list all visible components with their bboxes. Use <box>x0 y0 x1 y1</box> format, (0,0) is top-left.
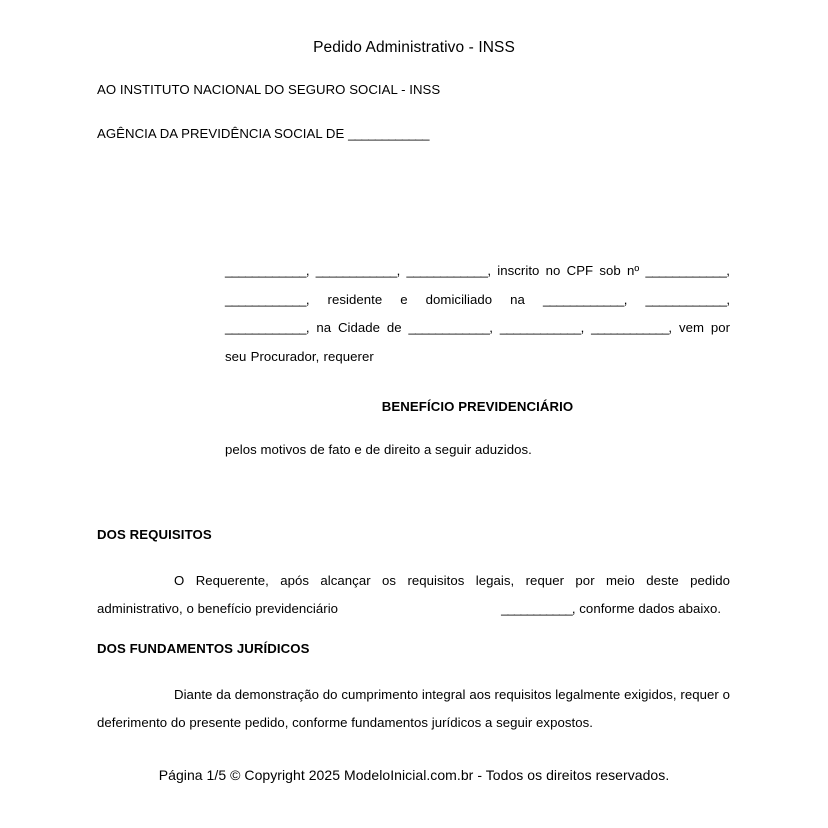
qualification-blank-marital[interactable]: ____________ <box>406 263 488 278</box>
qualification-text-residence: residente e domiciliado na <box>327 291 525 307</box>
qualification-sep-8: , <box>305 320 310 335</box>
qualification-text-cpf: inscrito no CPF sob nº <box>497 263 640 278</box>
paragraph-requisitos <box>97 567 730 623</box>
requisitos-text-before: O Requerente, após alcançar os requisitos legais, requer por meio deste pedido administrativo, o benefício previdenciário <box>97 573 730 616</box>
agency-line <box>97 125 429 143</box>
qualification-blank-rg[interactable]: ____________ <box>225 291 306 307</box>
qualification-blank-neighborhood[interactable]: ____________ <box>225 320 306 335</box>
section-heading-fundamentos: DOS FUNDAMENTOS JURÍDICOS <box>97 641 310 656</box>
qualification-sep-6: , <box>623 291 628 307</box>
requisitos-text-after: , conforme dados abaixo. <box>571 601 722 616</box>
qualification-sep-9: , <box>489 320 493 335</box>
qualification-sep-10: , <box>580 320 585 335</box>
paragraph-fundamentos: Diante da demonstração do cumprimento integral aos requisitos legalmente exigidos, requer o deferimento do presente pedido, conforme fundamentos jurídicos a seguir expostos. <box>97 687 730 730</box>
section-heading-requisitos: DOS REQUISITOS <box>97 527 212 542</box>
agency-label: AGÊNCIA DA PREVIDÊNCIA SOCIAL DE <box>97 126 345 141</box>
page-footer: Página 1/5 © Copyright 2025 ModeloInicial.com.br - Todos os direitos reservados. <box>158 767 670 783</box>
qualification-text-closing: vem por seu Procurador, requerer <box>225 320 731 364</box>
qualification-blank-state[interactable]: ____________ <box>499 320 581 335</box>
qualification-paragraph <box>225 257 730 371</box>
qualification-text-city: na Cidade de <box>316 320 402 335</box>
qualification-blank-cpf[interactable]: ____________ <box>645 263 727 278</box>
qualification-sep-5: , <box>305 291 310 307</box>
motives-line: pelos motivos de fato e de direito a seguir aduzidos. <box>225 442 532 457</box>
qualification-blank-nationality[interactable]: ____________ <box>315 263 397 278</box>
qualification-sep-3: , <box>487 263 492 278</box>
qualification-sep-1: , <box>305 263 310 278</box>
qualification-blank-city[interactable]: ____________ <box>408 320 490 335</box>
qualification-blank-name[interactable]: ____________ <box>225 263 306 278</box>
requisitos-blank-benefit[interactable]: ___________ <box>501 601 572 616</box>
qualification-sep-7: , <box>726 291 731 307</box>
qualification-blank-street[interactable]: ____________ <box>542 291 624 307</box>
qualification-blank-zip[interactable]: ____________ <box>591 320 669 335</box>
qualification-sep-11: , <box>668 320 673 335</box>
qualification-sep-2: , <box>396 263 401 278</box>
qualification-sep-4: , <box>726 263 730 278</box>
page-title: Pedido Administrativo - INSS <box>313 39 515 56</box>
benefit-heading: BENEFÍCIO PREVIDENCIÁRIO <box>381 399 574 414</box>
addressee-line: AO INSTITUTO NACIONAL DO SEGURO SOCIAL - INSS <box>97 82 441 97</box>
agency-blank-field[interactable]: ____________ <box>348 126 429 141</box>
qualification-blank-number[interactable]: ____________ <box>645 291 727 307</box>
